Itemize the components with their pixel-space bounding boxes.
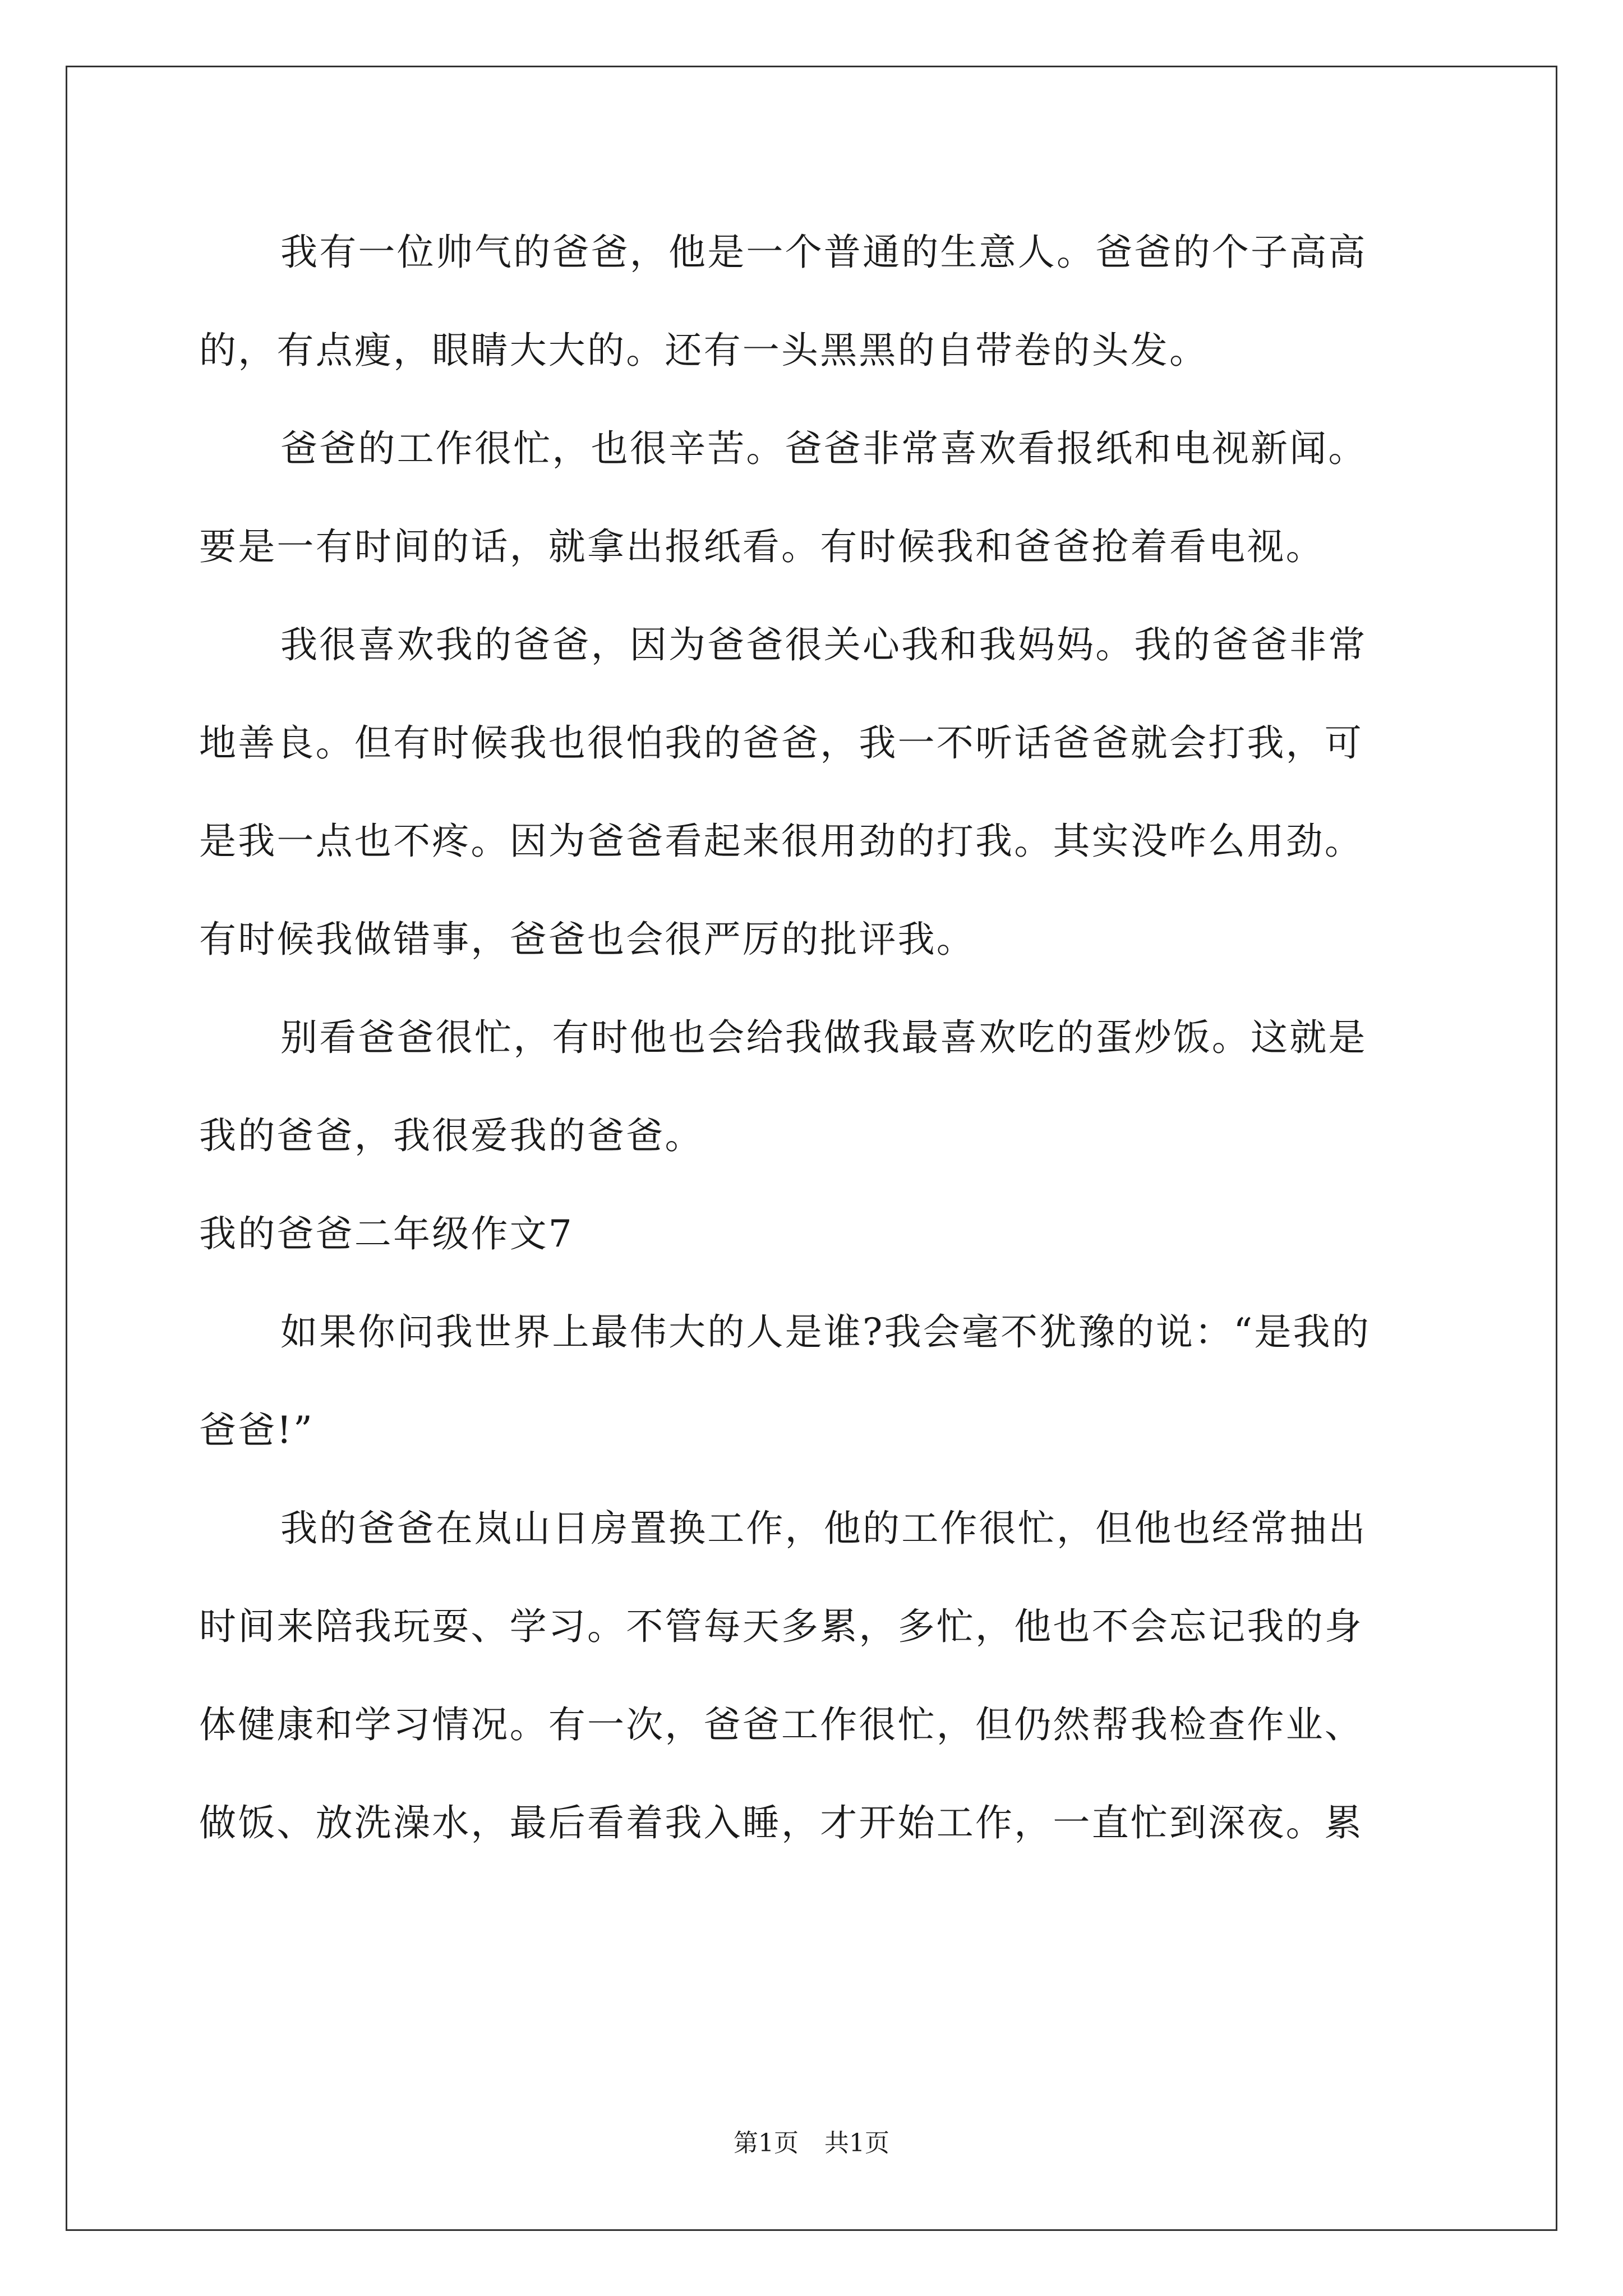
paragraph-line: 是我一点也不疼。因为爸爸看起来很用劲的打我。其实没咋么用劲。 (199, 820, 1363, 863)
paragraph-line: 我的爸爸在岚山日房置换工作，他的工作很忙，但他也经常抽出 (280, 1507, 1367, 1550)
paragraph-line: 我的爸爸，我很爱我的爸爸。 (199, 1114, 704, 1157)
paragraph-line: 做饭、放洗澡水，最后看着我入睡，才开始工作，一直忙到深夜。累 (199, 1801, 1363, 1844)
paragraph-line: 我很喜欢我的爸爸，因为爸爸很关心我和我妈妈。我的爸爸非常 (280, 623, 1367, 666)
paragraph-line: 有时候我做错事，爸爸也会很严厉的批评我。 (199, 918, 975, 961)
paragraph-line: 如果你问我世界上最伟大的人是谁?我会毫不犹豫的说：“是我的 (280, 1310, 1371, 1354)
paragraph-line: 地善良。但有时候我也很怕我的爸爸，我一不听话爸爸就会打我，可 (199, 721, 1363, 765)
paragraph-line: 时间来陪我玩耍、学习。不管每天多累，多忙，他也不会忘记我的身 (199, 1605, 1363, 1648)
paragraph-line: 爸爸的工作很忙，也很辛苦。爸爸非常喜欢看报纸和电视新闻。 (280, 427, 1367, 470)
page-number: 第1页 (734, 2129, 799, 2157)
page-footer (0, 2128, 1623, 2159)
paragraph-line: 体健康和学习情况。有一次，爸爸工作很忙，但仍然帮我检查作业、 (199, 1703, 1363, 1746)
section-heading: 我的爸爸二年级作文7 (199, 1212, 574, 1255)
page-count: 共1页 (824, 2129, 889, 2157)
paragraph-line: 的，有点瘦，眼睛大大的。还有一头黑黑的自带卷的头发。 (199, 329, 1209, 372)
paragraph-line: 我有一位帅气的爸爸，他是一个普通的生意人。爸爸的个子高高 (280, 231, 1367, 274)
paragraph-line: 爸爸!” (199, 1409, 315, 1452)
paragraph-line: 别看爸爸很忙，有时他也会给我做我最喜欢吃的蛋炒饭。这就是 (280, 1016, 1367, 1059)
paragraph-line: 要是一有时间的话，就拿出报纸看。有时候我和爸爸抢着看电视。 (199, 525, 1325, 568)
